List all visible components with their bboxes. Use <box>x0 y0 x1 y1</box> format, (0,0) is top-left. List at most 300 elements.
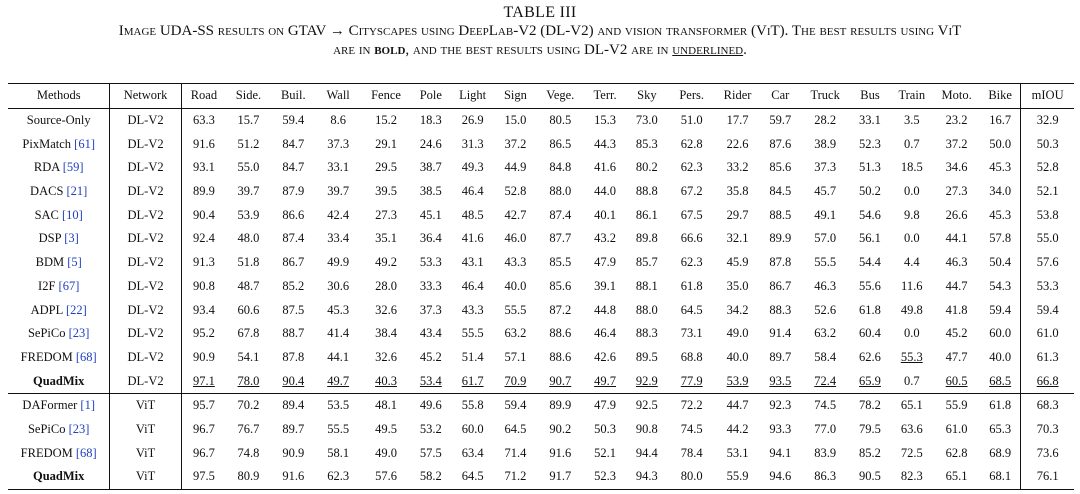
value-cell: 0.7 <box>903 136 920 151</box>
method-cell <box>8 418 110 442</box>
value-cell: 55.9 <box>945 398 968 413</box>
citation-link[interactable]: [68] <box>75 445 97 460</box>
value-cell: 0.0 <box>903 184 920 199</box>
network-cell: DL-V2 <box>110 369 181 393</box>
value-cell: 33.1 <box>327 160 350 175</box>
value-cell: 29.7 <box>726 207 749 222</box>
value-cell: 50.4 <box>980 251 1021 275</box>
value-cell: 45.3 <box>980 156 1021 180</box>
value-cell: 40.0 <box>504 278 527 293</box>
column-header: Sign <box>503 88 527 103</box>
value-cell: 66.6 <box>680 231 703 246</box>
vit-results <box>8 393 1074 489</box>
method-cell <box>8 227 110 251</box>
value-cell: 47.9 <box>594 398 617 413</box>
value-cell: 24.6 <box>419 136 442 151</box>
value-cell: 38.5 <box>419 184 442 199</box>
citation-link[interactable]: [10] <box>62 207 83 222</box>
value-cell: 26.9 <box>461 113 484 128</box>
value-cell: 43.1 <box>461 255 484 270</box>
value-cell: 60.5 <box>945 373 968 388</box>
value-cell: 88.5 <box>769 207 792 222</box>
table-row <box>8 322 1074 346</box>
network-cell: ViT <box>110 418 181 442</box>
value-cell: 43.2 <box>594 231 617 246</box>
value-cell: 97.1 <box>192 373 215 388</box>
value-cell: 27.3 <box>375 207 397 222</box>
results-table <box>8 83 1074 490</box>
table-row <box>8 418 1074 442</box>
network-cell: DL-V2 <box>110 251 181 275</box>
citation-link[interactable]: [21] <box>66 184 88 199</box>
method-cell <box>8 465 110 489</box>
value-cell: 53.9 <box>237 207 260 222</box>
miou-cell: 52.1 <box>1036 184 1059 199</box>
value-cell: 78.0 <box>237 373 260 388</box>
value-cell: 78.4 <box>680 445 703 460</box>
value-cell: 39.1 <box>594 278 617 293</box>
value-cell: 59.4 <box>282 113 305 128</box>
value-cell: 49.8 <box>900 302 923 317</box>
value-cell: 29.1 <box>375 136 397 151</box>
column-header: Light <box>459 88 487 103</box>
value-cell: 90.2 <box>549 421 572 436</box>
value-cell: 80.5 <box>549 113 572 128</box>
value-cell: 88.8 <box>635 184 658 199</box>
miou-cell: 73.6 <box>1036 445 1059 460</box>
value-cell: 0.0 <box>903 326 920 341</box>
citation-link[interactable]: [59] <box>62 160 84 175</box>
value-cell: 87.6 <box>769 136 792 151</box>
value-cell: 8.6 <box>330 113 346 128</box>
value-cell: 86.7 <box>769 278 792 293</box>
value-cell: 65.1 <box>900 398 923 413</box>
value-cell: 63.2 <box>814 326 837 341</box>
value-cell: 53.5 <box>327 398 350 413</box>
value-cell: 43.3 <box>504 255 527 270</box>
value-cell: 28.2 <box>814 113 837 128</box>
column-header: Fence <box>371 88 401 103</box>
table-row <box>8 346 1074 370</box>
value-cell: 90.4 <box>192 207 215 222</box>
value-cell: 63.2 <box>504 326 527 341</box>
value-cell: 45.3 <box>327 302 350 317</box>
column-header: mIOU <box>1031 88 1064 103</box>
value-cell: 77.0 <box>814 421 837 436</box>
value-cell: 91.7 <box>549 469 572 484</box>
value-cell: 55.3 <box>900 349 923 364</box>
citation-link[interactable]: [61] <box>74 136 95 151</box>
value-cell: 90.8 <box>635 421 658 436</box>
value-cell: 94.6 <box>769 469 792 484</box>
value-cell: 37.3 <box>327 136 350 151</box>
column-header: Network <box>110 84 181 109</box>
value-cell: 54.3 <box>980 275 1021 299</box>
value-cell: 34.6 <box>945 160 968 175</box>
value-cell: 40.0 <box>726 349 749 364</box>
method-name: DAFormer <box>22 398 78 413</box>
value-cell: 29.5 <box>375 160 397 175</box>
column-header: Methods <box>8 84 110 109</box>
column-header: Bus <box>860 88 880 103</box>
value-cell: 57.1 <box>504 349 527 364</box>
value-cell: 3.5 <box>903 113 920 128</box>
value-cell: 41.4 <box>327 326 350 341</box>
value-cell: 93.5 <box>769 373 792 388</box>
citation-link[interactable]: [68] <box>75 349 97 364</box>
network-cell: DL-V2 <box>110 203 181 227</box>
value-cell: 57.8 <box>980 227 1021 251</box>
method-cell <box>8 322 110 346</box>
value-cell: 93.3 <box>769 421 792 436</box>
citation-link[interactable]: [23] <box>68 326 90 341</box>
miou-cell: 70.3 <box>1036 421 1059 436</box>
value-cell: 72.5 <box>900 445 923 460</box>
value-cell: 55.5 <box>814 255 837 270</box>
column-header: Car <box>771 88 790 103</box>
miou-cell: 55.0 <box>1036 231 1059 246</box>
column-header: Truck <box>810 88 840 103</box>
caption-line-1: Image UDA-SS results on GTAV → Cityscapes using DeepLab-V2 (DL-V2) and vision transformer (ViT). The best results using ViT <box>118 23 962 39</box>
value-cell: 59.7 <box>769 113 792 128</box>
caption-underlined-word: underlined <box>672 42 744 58</box>
value-cell: 34.2 <box>726 302 749 317</box>
value-cell: 87.2 <box>549 302 572 317</box>
value-cell: 46.4 <box>461 278 484 293</box>
column-header: Pers. <box>679 88 705 103</box>
value-cell: 45.2 <box>419 349 442 364</box>
value-cell: 15.7 <box>237 113 260 128</box>
value-cell: 87.7 <box>549 231 572 246</box>
value-cell: 85.6 <box>549 278 572 293</box>
value-cell: 33.3 <box>419 278 442 293</box>
value-cell: 91.6 <box>282 469 305 484</box>
method-name: SAC <box>34 207 59 222</box>
value-cell: 88.3 <box>769 302 792 317</box>
table-row <box>8 132 1074 156</box>
value-cell: 84.5 <box>769 184 792 199</box>
value-cell: 22.6 <box>726 136 749 151</box>
value-cell: 45.9 <box>726 255 749 270</box>
method-name: Source-Only <box>26 113 91 128</box>
value-cell: 54.4 <box>859 255 881 270</box>
value-cell: 46.4 <box>461 184 484 199</box>
value-cell: 72.2 <box>680 398 703 413</box>
column-header: Buil. <box>280 88 306 103</box>
table-caption <box>0 3 1080 60</box>
value-cell: 48.0 <box>237 231 260 246</box>
value-cell: 39.7 <box>327 184 350 199</box>
value-cell: 88.3 <box>635 326 658 341</box>
value-cell: 52.3 <box>859 136 881 151</box>
value-cell: 49.9 <box>327 255 350 270</box>
value-cell: 87.8 <box>769 255 792 270</box>
value-cell: 79.5 <box>859 421 881 436</box>
miou-cell: 53.3 <box>1036 278 1059 293</box>
value-cell: 94.4 <box>635 445 658 460</box>
value-cell: 16.7 <box>980 108 1021 132</box>
value-cell: 44.9 <box>504 160 527 175</box>
method-name: FREDOM <box>20 445 73 460</box>
value-cell: 41.8 <box>945 302 968 317</box>
method-cell <box>8 441 110 465</box>
value-cell: 48.7 <box>237 278 260 293</box>
value-cell: 74.5 <box>814 398 837 413</box>
column-header: Pole <box>419 88 442 103</box>
value-cell: 44.0 <box>594 184 617 199</box>
method-cell <box>8 132 110 156</box>
network-cell: ViT <box>110 465 181 489</box>
method-name: SePiCo <box>27 326 66 341</box>
value-cell: 32.1 <box>726 231 749 246</box>
miou-cell: 68.3 <box>1036 398 1059 413</box>
value-cell: 91.4 <box>769 326 792 341</box>
value-cell: 47.7 <box>945 349 968 364</box>
value-cell: 45.3 <box>980 203 1021 227</box>
value-cell: 51.2 <box>237 136 260 151</box>
value-cell: 53.1 <box>726 445 749 460</box>
value-cell: 58.1 <box>327 445 350 460</box>
value-cell: 32.6 <box>375 302 397 317</box>
value-cell: 49.0 <box>726 326 749 341</box>
value-cell: 90.4 <box>282 373 305 388</box>
method-name: DSP <box>38 231 62 246</box>
value-cell: 46.3 <box>945 255 968 270</box>
table-row <box>8 275 1074 299</box>
citation-link[interactable]: [3] <box>64 231 79 246</box>
miou-cell: 57.6 <box>1036 255 1059 270</box>
value-cell: 88.6 <box>549 349 572 364</box>
miou-cell: 61.0 <box>1036 326 1059 341</box>
value-cell: 62.8 <box>680 136 703 151</box>
value-cell: 76.7 <box>237 421 260 436</box>
value-cell: 45.1 <box>419 207 442 222</box>
value-cell: 85.2 <box>859 445 881 460</box>
value-cell: 38.9 <box>814 136 837 151</box>
value-cell: 44.1 <box>327 349 350 364</box>
column-header: Train <box>898 88 926 103</box>
value-cell: 53.3 <box>419 255 442 270</box>
value-cell: 63.3 <box>192 113 215 128</box>
caption-text: are in <box>333 42 375 58</box>
value-cell: 42.6 <box>594 349 617 364</box>
value-cell: 50.0 <box>980 132 1021 156</box>
value-cell: 64.5 <box>504 421 527 436</box>
value-cell: 42.7 <box>504 207 527 222</box>
method-name: BDM <box>35 255 65 270</box>
value-cell: 59.4 <box>980 298 1021 322</box>
miou-cell: 52.8 <box>1036 160 1059 175</box>
value-cell: 49.5 <box>375 421 397 436</box>
table-row <box>8 251 1074 275</box>
table-title: TABLE III <box>503 4 577 21</box>
value-cell: 48.1 <box>375 398 397 413</box>
network-cell: DL-V2 <box>110 180 181 204</box>
citation-link[interactable]: [22] <box>65 302 87 317</box>
value-cell: 71.4 <box>504 445 527 460</box>
miou-cell: 53.8 <box>1036 207 1059 222</box>
value-cell: 60.0 <box>980 322 1021 346</box>
value-cell: 61.8 <box>680 278 703 293</box>
value-cell: 62.3 <box>680 160 703 175</box>
miou-cell: 66.8 <box>1036 373 1059 388</box>
value-cell: 93.4 <box>192 302 215 317</box>
value-cell: 80.9 <box>237 469 260 484</box>
column-header: Side. <box>235 88 262 103</box>
value-cell: 87.4 <box>282 231 305 246</box>
value-cell: 74.8 <box>237 445 260 460</box>
value-cell: 90.9 <box>192 349 215 364</box>
table-row <box>8 298 1074 322</box>
column-header: Vege. <box>546 88 575 103</box>
network-cell: DL-V2 <box>110 275 181 299</box>
value-cell: 28.0 <box>375 278 397 293</box>
value-cell: 32.6 <box>375 349 397 364</box>
value-cell: 91.3 <box>192 255 215 270</box>
value-cell: 38.7 <box>419 160 442 175</box>
value-cell: 45.7 <box>814 184 837 199</box>
value-cell: 50.3 <box>594 421 617 436</box>
value-cell: 43.3 <box>461 302 484 317</box>
value-cell: 88.0 <box>635 302 658 317</box>
miou-cell: 61.3 <box>1036 349 1059 364</box>
value-cell: 51.4 <box>461 349 484 364</box>
value-cell: 39.7 <box>237 184 260 199</box>
value-cell: 88.0 <box>549 184 572 199</box>
method-name: DACS <box>30 184 64 199</box>
network-cell: ViT <box>110 441 181 465</box>
value-cell: 68.8 <box>680 349 703 364</box>
miou-cell: 76.1 <box>1036 469 1059 484</box>
value-cell: 86.7 <box>282 255 305 270</box>
value-cell: 37.3 <box>419 302 442 317</box>
value-cell: 34.0 <box>980 180 1021 204</box>
value-cell: 87.5 <box>282 302 305 317</box>
value-cell: 89.8 <box>635 231 658 246</box>
citation-link[interactable]: [5] <box>67 255 82 270</box>
value-cell: 31.3 <box>461 136 484 151</box>
value-cell: 86.6 <box>282 207 305 222</box>
table-row <box>8 203 1074 227</box>
value-cell: 51.0 <box>680 113 703 128</box>
table-row <box>8 369 1074 393</box>
column-header: Moto. <box>941 88 972 103</box>
value-cell: 82.3 <box>900 469 923 484</box>
value-cell: 42.4 <box>327 207 350 222</box>
value-cell: 62.3 <box>327 469 350 484</box>
value-cell: 18.5 <box>900 160 923 175</box>
value-cell: 55.5 <box>461 326 484 341</box>
column-header: Road <box>190 88 218 103</box>
value-cell: 61.8 <box>980 393 1021 417</box>
value-cell: 95.7 <box>192 398 215 413</box>
table-row <box>8 156 1074 180</box>
method-name: QuadMix <box>33 373 85 388</box>
network-cell: DL-V2 <box>110 346 181 370</box>
header-row <box>8 84 1074 109</box>
value-cell: 60.0 <box>461 421 484 436</box>
citation-link[interactable]: [67] <box>58 278 80 293</box>
value-cell: 55.5 <box>327 421 350 436</box>
value-cell: 68.5 <box>980 369 1021 393</box>
value-cell: 37.2 <box>945 136 968 151</box>
citation-link[interactable]: [23] <box>68 421 90 436</box>
value-cell: 35.1 <box>375 231 397 246</box>
value-cell: 49.7 <box>594 373 617 388</box>
value-cell: 83.9 <box>814 445 837 460</box>
value-cell: 9.8 <box>903 207 920 222</box>
value-cell: 33.2 <box>726 160 749 175</box>
value-cell: 97.5 <box>192 469 215 484</box>
value-cell: 91.6 <box>192 136 215 151</box>
value-cell: 58.2 <box>419 469 442 484</box>
value-cell: 62.8 <box>945 445 968 460</box>
value-cell: 15.0 <box>504 113 527 128</box>
value-cell: 38.4 <box>375 326 397 341</box>
value-cell: 54.6 <box>859 207 881 222</box>
network-cell: DL-V2 <box>110 108 181 132</box>
method-name: QuadMix <box>33 469 85 484</box>
method-cell <box>8 298 110 322</box>
value-cell: 40.3 <box>375 373 397 388</box>
value-cell: 92.9 <box>635 373 658 388</box>
value-cell: 80.2 <box>635 160 658 175</box>
value-cell: 90.5 <box>859 469 881 484</box>
value-cell: 27.3 <box>945 184 968 199</box>
value-cell: 49.7 <box>327 373 350 388</box>
value-cell: 89.5 <box>635 349 658 364</box>
table-row <box>8 227 1074 251</box>
value-cell: 57.5 <box>419 445 442 460</box>
value-cell: 44.1 <box>945 231 968 246</box>
value-cell: 85.5 <box>549 255 572 270</box>
method-name: ADPL <box>30 302 63 317</box>
method-cell <box>8 180 110 204</box>
caption-text: . <box>743 42 747 58</box>
value-cell: 93.1 <box>192 160 215 175</box>
value-cell: 55.9 <box>726 469 749 484</box>
value-cell: 73.0 <box>635 113 658 128</box>
table-row <box>8 441 1074 465</box>
method-name: RDA <box>33 160 60 175</box>
value-cell: 64.5 <box>680 302 703 317</box>
value-cell: 26.6 <box>945 207 968 222</box>
citation-link[interactable]: [1] <box>80 398 95 413</box>
method-name: I2F <box>38 278 56 293</box>
value-cell: 96.7 <box>192 421 215 436</box>
value-cell: 52.8 <box>504 184 527 199</box>
value-cell: 78.2 <box>859 398 881 413</box>
value-cell: 92.3 <box>769 398 792 413</box>
value-cell: 86.3 <box>814 469 837 484</box>
value-cell: 70.2 <box>237 398 260 413</box>
value-cell: 71.2 <box>504 469 527 484</box>
value-cell: 56.1 <box>859 231 881 246</box>
value-cell: 37.3 <box>814 160 837 175</box>
value-cell: 67.2 <box>680 184 703 199</box>
value-cell: 49.6 <box>419 398 442 413</box>
value-cell: 33.1 <box>859 113 881 128</box>
value-cell: 41.6 <box>461 231 484 246</box>
table-row <box>8 108 1074 132</box>
value-cell: 92.4 <box>192 231 215 246</box>
value-cell: 52.3 <box>594 469 617 484</box>
value-cell: 89.9 <box>549 398 572 413</box>
miou-cell: 50.3 <box>1036 136 1059 151</box>
caption-line-2 <box>0 41 1080 60</box>
value-cell: 73.1 <box>680 326 703 341</box>
network-cell: ViT <box>110 393 181 417</box>
